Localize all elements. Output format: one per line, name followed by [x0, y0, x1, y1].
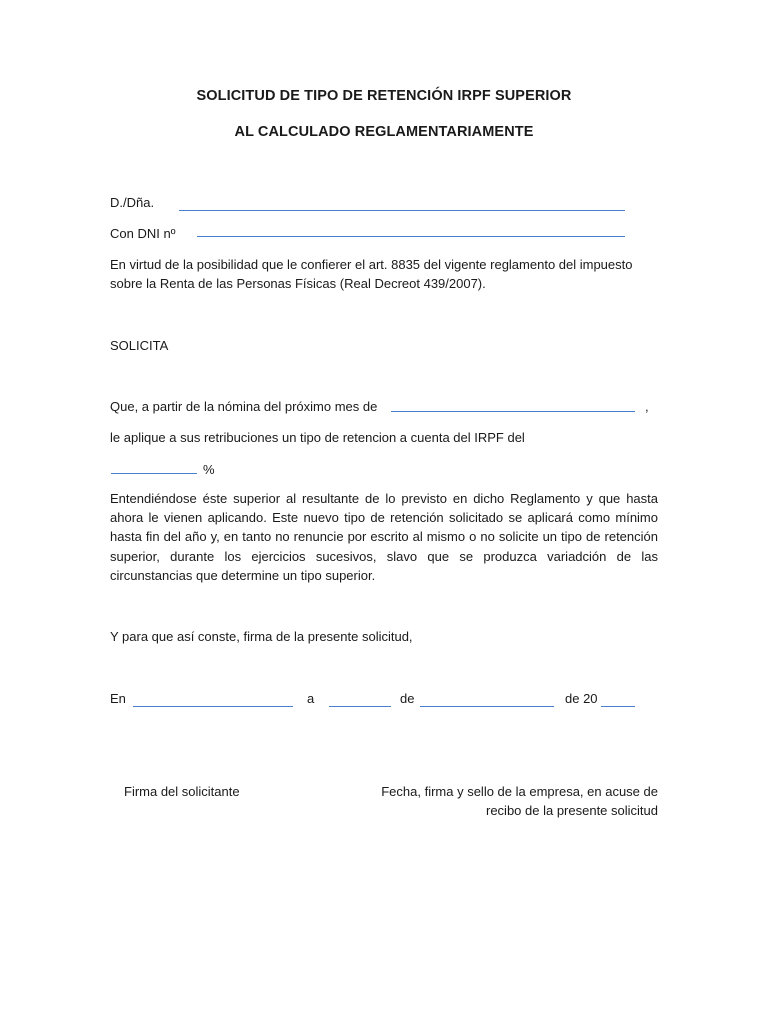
dni-field[interactable]	[197, 236, 625, 237]
place-field[interactable]	[133, 706, 293, 707]
year-label: de 20	[565, 691, 598, 706]
document-title-line-1: SOLICITUD DE TIPO DE RETENCIÓN IRPF SUPERIOR	[196, 88, 572, 104]
name-label: D./Dña.	[110, 195, 155, 210]
place-label: En	[110, 691, 126, 706]
closing-statement: Y para que así conste, firma de la presente solicitud,	[110, 629, 413, 644]
payroll-month-label: Que, a partir de la nómina del próximo mes de	[110, 399, 378, 414]
day-label: a	[307, 691, 315, 706]
dni-label: Con DNI nº	[110, 226, 176, 241]
company-signature-line-1: Fecha, firma y sello de la empresa, en acuse de	[381, 784, 658, 799]
intro-paragraph: En virtud de la posibilidad que le confierer el art. 8835 del vigente reglamento del impuesto sobre la Renta de las Personas Físicas (Real Decreot 439/2007).	[110, 257, 633, 292]
retention-percent-field[interactable]	[111, 473, 197, 474]
retention-label: le aplique a sus retribuciones un tipo de retencion a cuenta del IRPF del	[110, 430, 525, 445]
percent-sign: %	[203, 462, 215, 477]
conditions-paragraph: Entendiéndose éste superior al resultante de lo previsto en dicho Reglamento y que hasta ahora le vienen aplicando. Este nuevo tipo de retención solicitado se aplicará como mínimo hasta fin del año y, en tanto no renuncie por escrito al mismo o no solicite un tipo de retención superior, durante los ejercicios sucesivos, slavo que se produzca variadción de las circunstancias que determine un tipo superior.	[110, 491, 658, 583]
month-label: de	[400, 691, 415, 706]
month-field[interactable]	[420, 706, 554, 707]
name-field[interactable]	[179, 210, 625, 211]
document-title-line-2: AL CALCULADO REGLAMENTARIAMENTE	[234, 124, 534, 140]
solicita-heading: SOLICITA	[110, 338, 169, 353]
day-field[interactable]	[329, 706, 391, 707]
company-signature-line-2: recibo de la presente solicitud	[486, 803, 658, 819]
payroll-comma: ,	[645, 399, 649, 414]
applicant-signature-label: Firma del solicitante	[124, 784, 240, 799]
year-field[interactable]	[601, 706, 635, 707]
company-signature-label	[360, 782, 658, 820]
payroll-month-field[interactable]	[391, 411, 635, 412]
